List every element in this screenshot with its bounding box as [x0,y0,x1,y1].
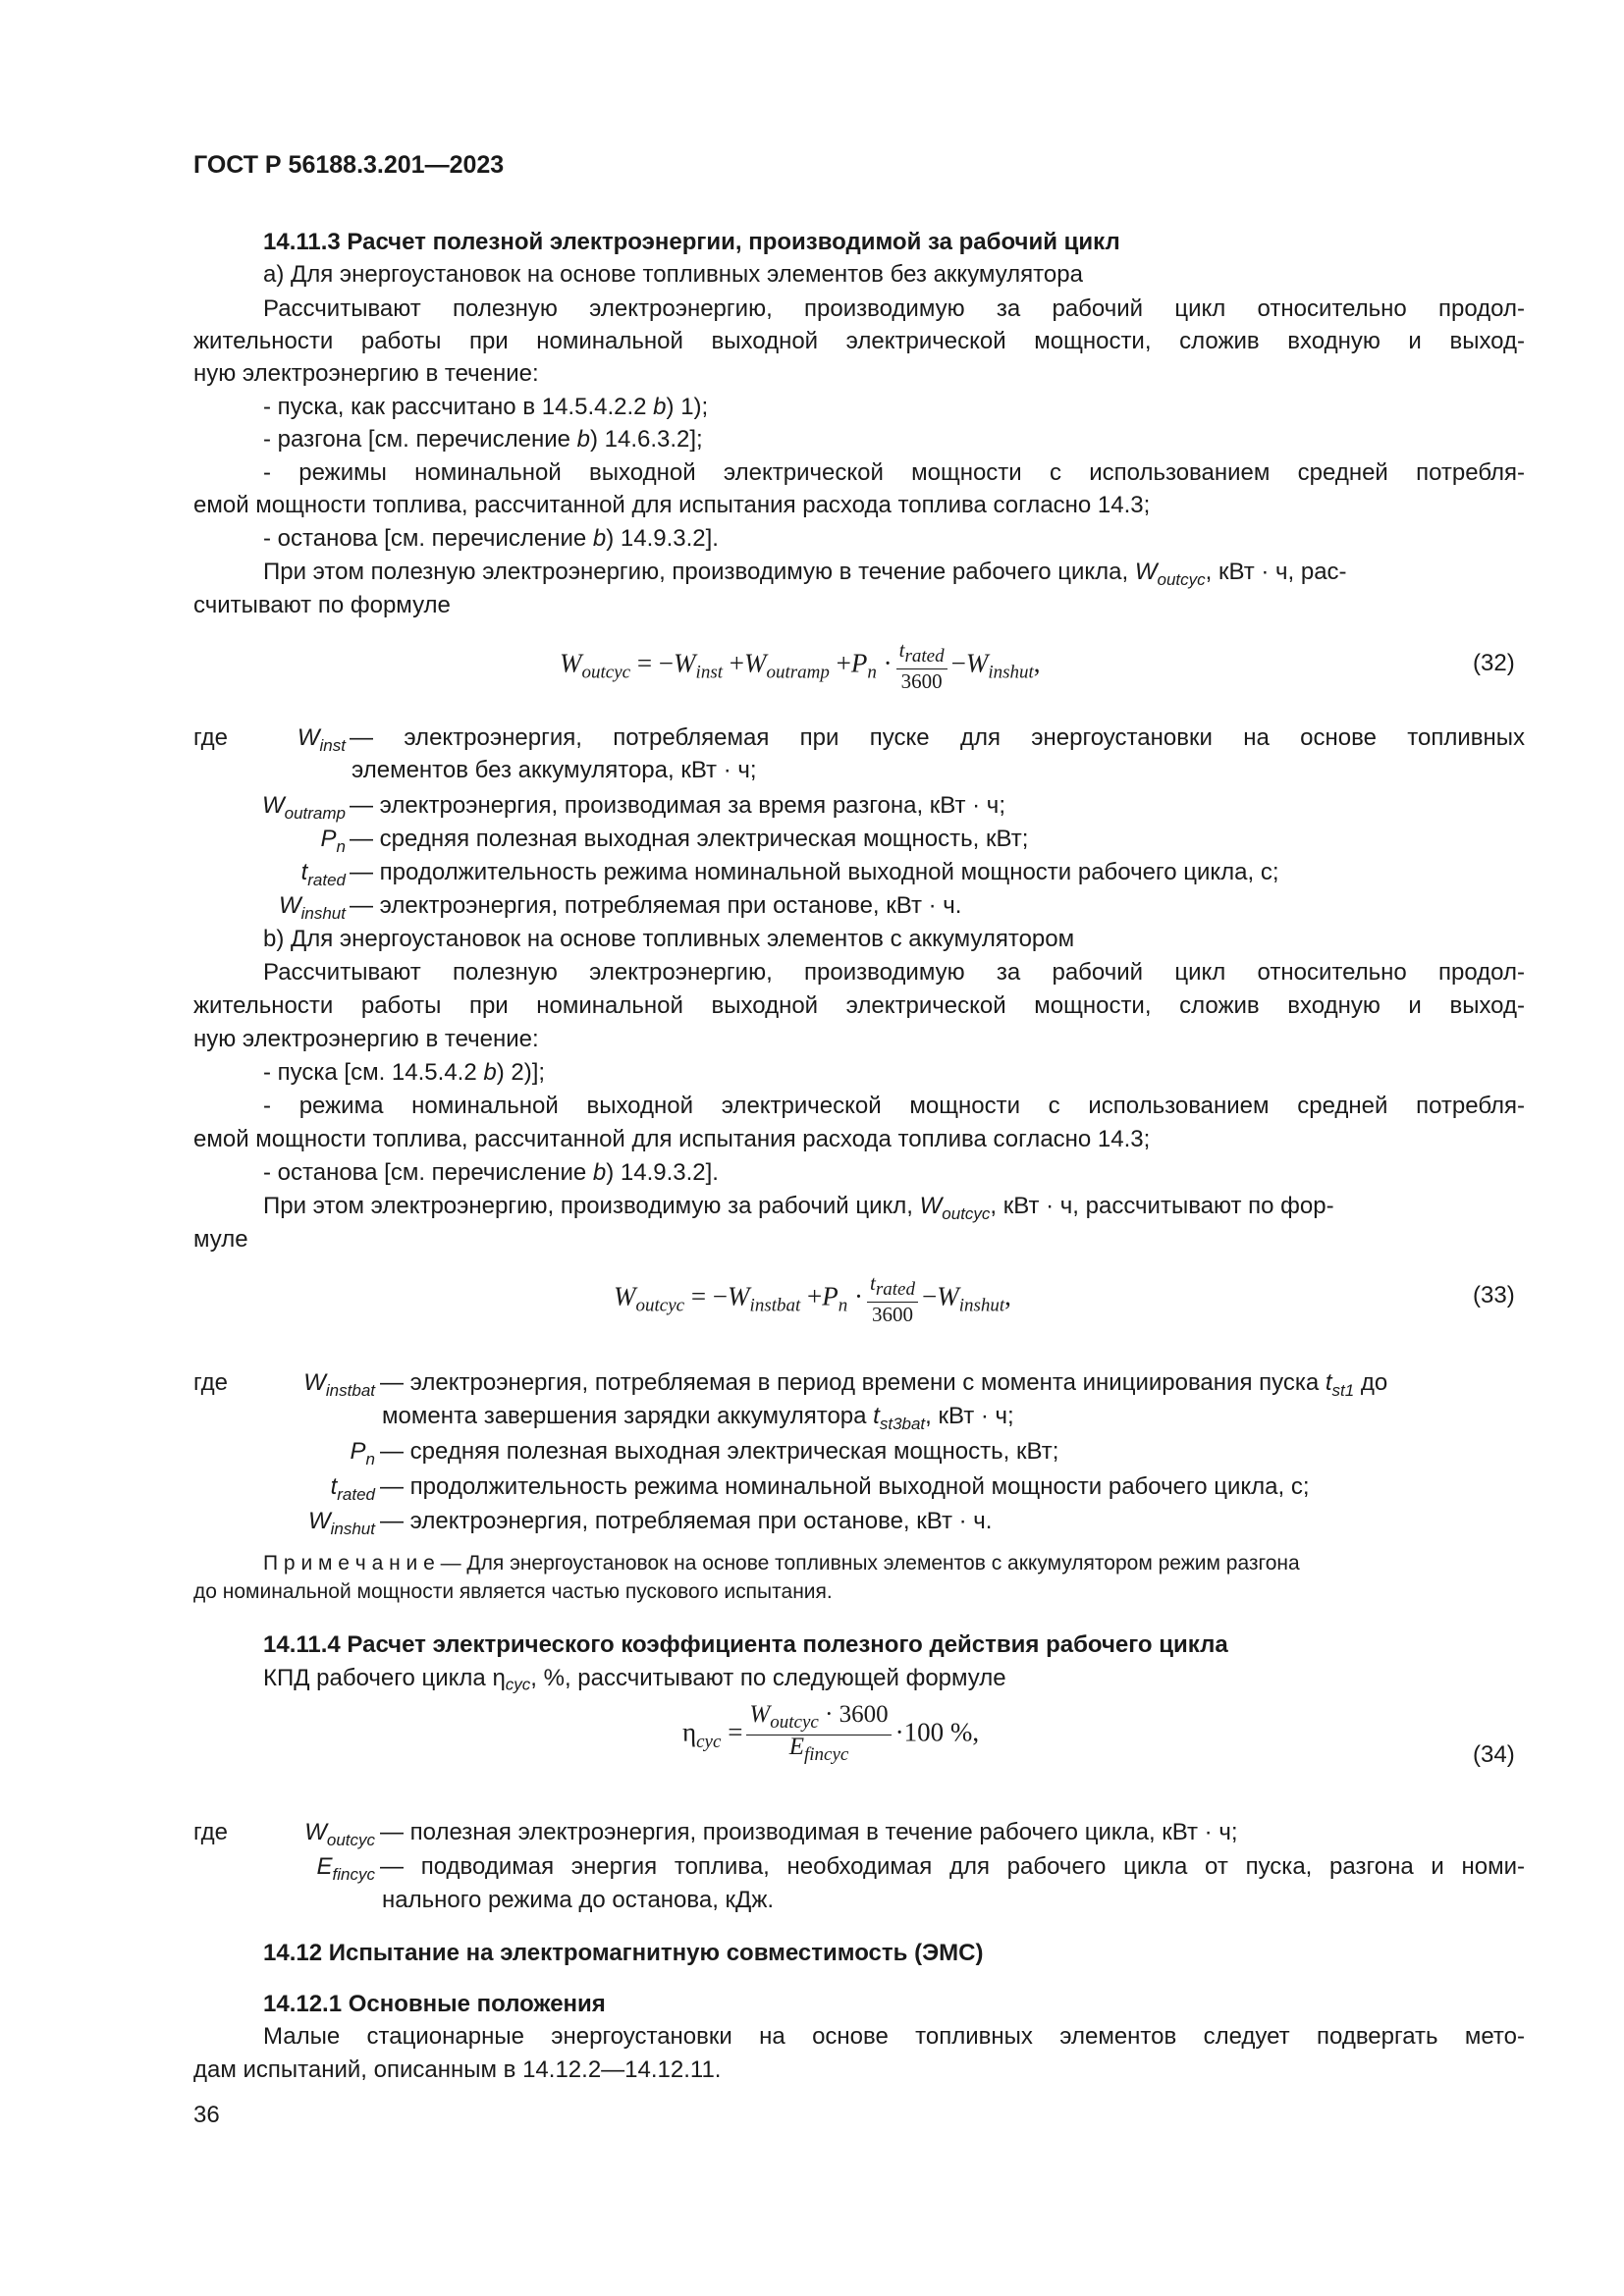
section-title-14-11-4: 14.11.4 Расчет электрического коэффициента полезного действия рабочего цикла [263,1631,1228,1658]
where-label: где [193,1369,229,1396]
where-label: где [193,724,229,751]
definition-line: — электроэнергия, производимая за время разгона, кВт · ч; [350,792,1005,819]
symbol-w-inst: $W_{inst}$ [297,724,346,755]
where-label: где [193,1819,229,1845]
symbol-w-outramp: $W_{outramp}$ [261,792,346,823]
list-item: - режимы номинальной выходной электрической мощности с использованием средней потребля- [263,459,1525,486]
list-item-continuation: емой мощности топлива, рассчитанной для испытания расхода топлива согласно 14.3; [193,1126,1151,1152]
list-item: - пуска [см. 14.5.4.2 b) 2)]; [263,1059,546,1086]
definition-line: — продолжительность режима номинальной выходной мощности рабочего цикла, с; [350,859,1279,885]
section-title-14-11-3: 14.11.3 Расчет полезной электроэнергии, производимой за рабочий цикл [263,229,1120,255]
symbol-p-n: $P_n$ [320,826,346,856]
definition-line: — электроэнергия, потребляемая при пуске для энергоустановки на основе топливных [350,724,1525,751]
symbol-w-outcyc: $W_{outcyc}$ [304,1819,375,1849]
symbol-w-inshut: $W_{inshut}$ [278,892,346,923]
symbol-w-instbat: $W_{instbat}$ [303,1369,375,1400]
page-number: 36 [193,2102,220,2128]
document-header: ГОСТ Р 56188.3.201—2023 [193,151,505,179]
note-continuation: до номинальной мощности является частью пускового испытания. [193,1580,833,1603]
paragraph-line: Рассчитывают полезную электроэнергию, производимую за рабочий цикл относительно продол- [263,959,1525,986]
paragraph-line: ную электроэнергию в течение: [193,1026,539,1052]
definition-line: момента завершения зарядки аккумулятора $t_{st3bat}$, кВт · ч; [382,1403,1014,1433]
paragraph-line: ную электроэнергию в течение: [193,360,539,387]
list-item: - останова [см. перечисление b) 14.9.3.2]. [263,1159,719,1186]
definition-line: нального режима до останова, кДж. [382,1887,775,1913]
paragraph-line: дам испытаний, описанным в 14.12.2—14.12.11. [193,2056,722,2083]
definition-line: — средняя полезная выходная электрическая мощность, кВт; [380,1438,1059,1465]
paragraph-line: жительности работы при номинальной выходной электрической мощности, сложив входную и выход- [193,328,1525,354]
symbol-p-n: $P_n$ [350,1438,375,1468]
formula-33: $W_{outcyc} = -W_{instbat} +P_n$ · $\frac{t_{rated}}{3600}$ $-W_{inshut}$, [614,1271,1011,1327]
symbol-t-rated: $t_{rated}$ [300,859,346,889]
list-item: - пуска, как рассчитано в 14.5.4.2.2 b) 1); [263,394,709,420]
equation-number: (33) [1473,1282,1515,1308]
definition-line: — электроэнергия, потребляемая при останове, кВт · ч. [380,1508,993,1534]
paragraph-line: считывают по формуле [193,592,451,618]
definition-line: — средняя полезная выходная электрическая мощность, кВт; [350,826,1029,852]
definition-line: — продолжительность режима номинальной выходной мощности рабочего цикла, с; [380,1473,1310,1500]
paragraph-line: При этом полезную электроэнергию, производимую в течение рабочего цикла, $W_{outcyc}$, кВт · ч, рас- [263,559,1347,589]
paragraph-line: Малые стационарные энергоустановки на основе топливных элементов следует подвергать мето- [263,2023,1525,2050]
definition-line: элементов без аккумулятора, кВт · ч; [352,757,757,783]
paragraph-line: жительности работы при номинальной выходной электрической мощности, сложив входную и выход- [193,992,1525,1019]
paragraph-line: Рассчитывают полезную электроэнергию, производимую за рабочий цикл относительно продол- [263,295,1525,322]
formula-34: $\eta_{cyc}$ = $\frac{W_{outcyc} \cdot 3600}{E_{fincyc}}$ ·100 %, [682,1701,980,1765]
item-a-title: а) Для энергоустановок на основе топливных элементов без аккумулятора [263,261,1083,288]
definition-line: — подводимая энергия топлива, необходимая для рабочего цикла от пуска, разгона и номи- [380,1853,1525,1880]
symbol-t-rated: $t_{rated}$ [330,1473,375,1504]
list-item: - разгона [см. перечисление b) 14.6.3.2]; [263,426,703,453]
list-item: - режима номинальной выходной электрической мощности с использованием средней потребля- [263,1093,1525,1119]
equation-number: (32) [1473,650,1515,676]
equation-number: (34) [1473,1741,1515,1768]
item-b-title: b) Для энергоустановок на основе топливных элементов с аккумулятором [263,926,1075,952]
definition-line: — электроэнергия, потребляемая при останове, кВт · ч. [350,892,962,919]
symbol-e-fincyc: $E_{fincyc}$ [316,1853,375,1884]
list-item: - останова [см. перечисление b) 14.9.3.2]. [263,525,719,552]
symbol-w-inshut: $W_{inshut}$ [307,1508,375,1538]
section-title-14-12: 14.12 Испытание на электромагнитную совместимость (ЭМС) [263,1940,984,1966]
definition-line: — полезная электроэнергия, производимая в течение рабочего цикла, кВт · ч; [380,1819,1238,1845]
paragraph-line: муле [193,1226,248,1253]
paragraph-line: При этом электроэнергию, производимую за рабочий цикл, $W_{outcyc}$, кВт · ч, рассчитывают по фор- [263,1193,1334,1223]
section-title-14-12-1: 14.12.1 Основные положения [263,1991,606,2017]
note: П р и м е ч а н и е — Для энергоустановок на основе топливных элементов с аккумулятором режим разгона [263,1552,1300,1575]
paragraph-line: КПД рабочего цикла $\eta_{cyc}$, %, рассчитывают по следующей формуле [263,1665,1006,1694]
definition-line: — электроэнергия, потребляемая в период времени с момента инициирования пуска $t_{st1}$ до [380,1369,1388,1400]
formula-32: $W_{outcyc} = -W_{inst} +W_{outramp} +P_n$ · $\frac{t_{rated}}{3600}$ $-W_{inshut}$, [560,638,1041,694]
list-item-continuation: емой мощности топлива, рассчитанной для испытания расхода топлива согласно 14.3; [193,492,1151,518]
